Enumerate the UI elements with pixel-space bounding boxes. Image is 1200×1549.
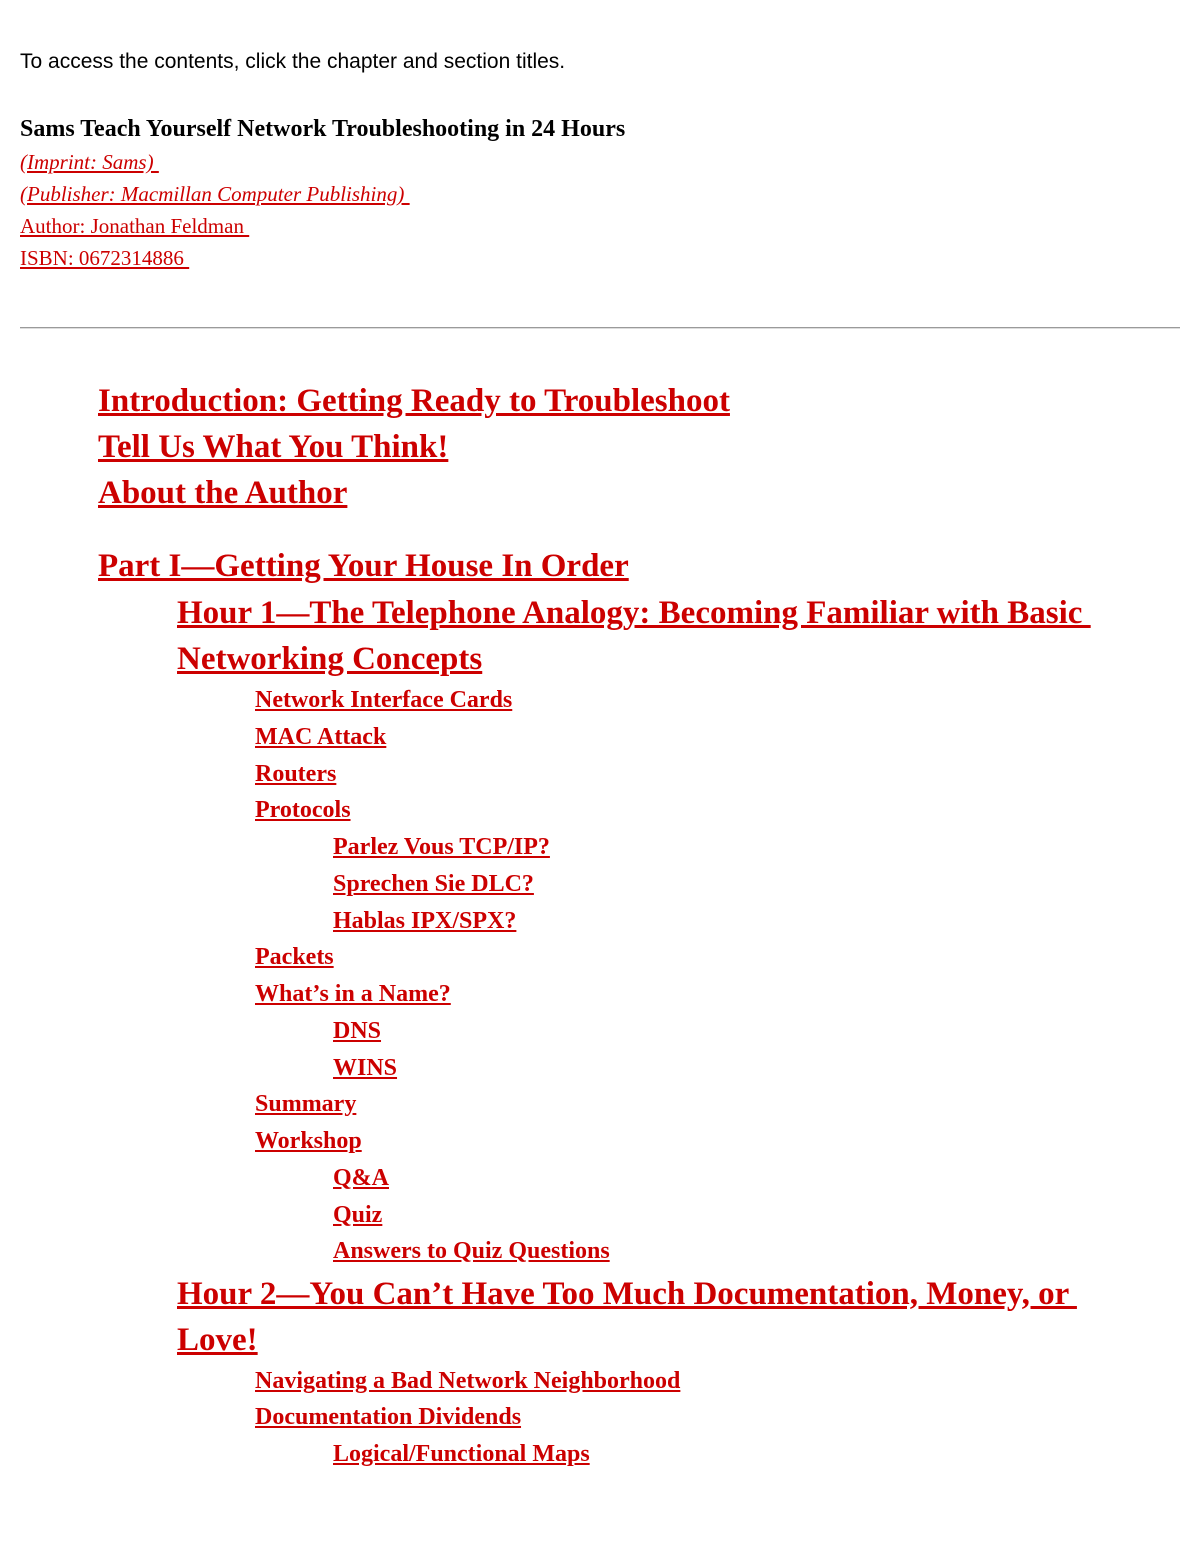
toc-whats-in-a-name[interactable]: What’s in a Name?: [255, 981, 451, 1007]
toc-routers[interactable]: Routers: [255, 761, 337, 787]
toc-documentation-dividends[interactable]: Documentation Dividends: [255, 1404, 522, 1430]
toc-wins[interactable]: WINS: [333, 1055, 398, 1081]
toc-hour-2-line-2[interactable]: Love!: [177, 1322, 258, 1358]
horizontal-divider: [20, 327, 1180, 329]
toc-navigating-bad-network-neighborhood[interactable]: Navigating a Bad Network Neighborhood: [255, 1368, 681, 1394]
isbn-link[interactable]: ISBN: 0672314886: [20, 246, 190, 270]
toc-packets[interactable]: Packets: [255, 944, 334, 970]
toc-logical-functional-maps[interactable]: Logical/Functional Maps: [333, 1441, 590, 1467]
toc-quiz[interactable]: Quiz: [333, 1202, 383, 1228]
toc-mac-attack[interactable]: MAC Attack: [255, 724, 387, 750]
toc-part-1[interactable]: Part I—Getting Your House In Order: [98, 548, 629, 584]
toc-hablas-ipxspx[interactable]: Hablas IPX/SPX?: [333, 908, 517, 934]
toc-hour-1-line-1[interactable]: Hour 1—The Telephone Analogy: Becoming Familiar with Basic: [177, 595, 1091, 631]
toc-protocols[interactable]: Protocols: [255, 797, 351, 823]
toc-parlez-vous-tcpip[interactable]: Parlez Vous TCP/IP?: [333, 834, 550, 860]
instructions-text: To access the contents, click the chapter and section titles.: [20, 50, 566, 73]
author-link[interactable]: Author: Jonathan Feldman: [20, 214, 250, 238]
toc-network-interface-cards[interactable]: Network Interface Cards: [255, 687, 513, 713]
toc-introduction[interactable]: Introduction: Getting Ready to Troubleshoot: [98, 383, 730, 419]
toc-answers-to-quiz-questions[interactable]: Answers to Quiz Questions: [333, 1238, 610, 1264]
book-title: Sams Teach Yourself Network Troubleshooting in 24 Hours: [20, 116, 626, 142]
toc-sprechen-sie-dlc[interactable]: Sprechen Sie DLC?: [333, 871, 534, 897]
toc-qa[interactable]: Q&A: [333, 1165, 389, 1191]
toc-dns[interactable]: DNS: [333, 1018, 382, 1044]
toc-hour-1-line-2[interactable]: Networking Concepts: [177, 641, 483, 677]
toc-about-the-author[interactable]: About the Author: [98, 475, 348, 511]
toc-workshop[interactable]: Workshop: [255, 1128, 362, 1154]
toc-tell-us-what-you-think[interactable]: Tell Us What You Think!: [98, 429, 449, 465]
toc-summary[interactable]: Summary: [255, 1091, 357, 1117]
imprint-link[interactable]: (Imprint: Sams): [20, 150, 159, 174]
toc-hour-2-line-1[interactable]: Hour 2—You Can’t Have Too Much Documentation, Money, or: [177, 1276, 1077, 1312]
publisher-link[interactable]: (Publisher: Macmillan Computer Publishing): [20, 182, 410, 206]
